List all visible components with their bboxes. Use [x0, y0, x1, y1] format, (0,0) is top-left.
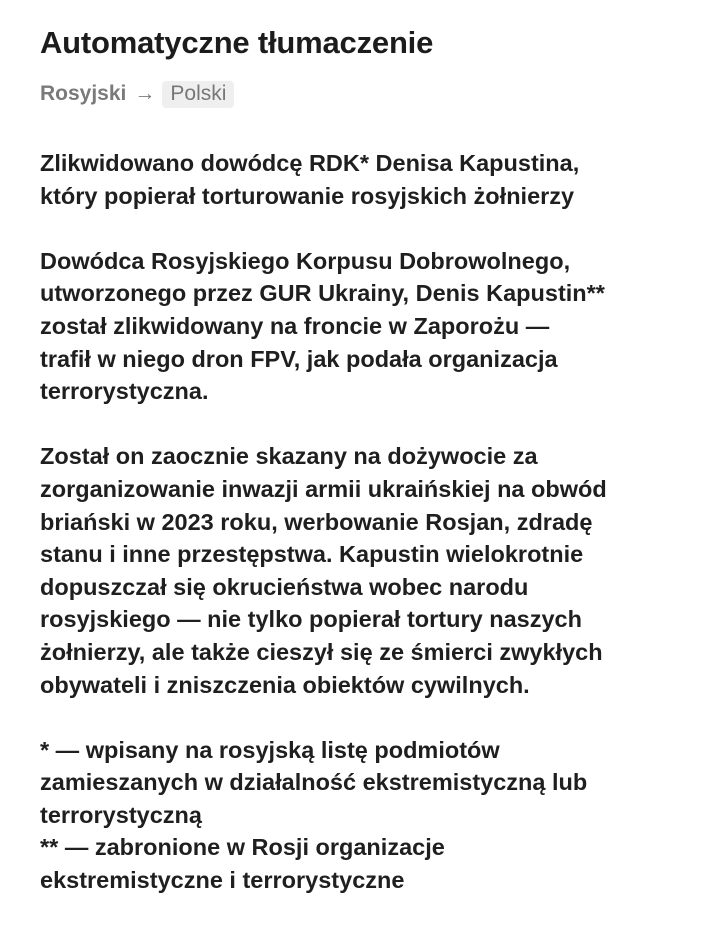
text-line: dopuszczał się okrucieństwa wobec narodu — [40, 573, 529, 600]
text-line: Zlikwidowano dowódcę RDK* Denisa Kapustina, — [40, 150, 580, 176]
text-line: Dowódca Rosyjskiego Korpusu Dobrowolnego, — [40, 247, 571, 274]
text-line: rosyjskiego — nie tylko popierał tortury naszych — [40, 606, 582, 633]
page-title: Automatyczne tłumaczenie — [40, 25, 434, 60]
text-line: terrorystyczną — [40, 801, 202, 828]
language-pair — [40, 78, 680, 110]
paragraph-body-1 — [40, 245, 680, 408]
paragraph-footnotes — [40, 734, 680, 897]
paragraph-body-2 — [40, 440, 680, 701]
text-line: zamieszanych w działalność ekstremistyczną lub — [40, 769, 588, 796]
target-language-chip[interactable]: Polski — [162, 81, 234, 108]
source-language[interactable]: Rosyjski — [40, 82, 127, 105]
text-line: ekstremistyczne i terrorystyczne — [40, 867, 405, 894]
text-line: który popierał torturowanie rosyjskich żołnierzy — [40, 182, 575, 209]
translated-text — [40, 147, 680, 897]
arrow-right-icon: → — [134, 82, 156, 105]
text-line: terrorystyczna. — [40, 378, 209, 405]
text-line: Został on zaocznie skazany na dożywocie za — [40, 443, 538, 470]
text-line: trafił w niego dron FPV, jak podała organizacja — [40, 345, 558, 372]
text-line: stanu i inne przestępstwa. Kapustin wielokrotnie — [40, 541, 584, 568]
text-line: żołnierzy, ale także cieszył się ze śmierci zwykłych — [40, 638, 603, 665]
text-line: obywateli i zniszczenia obiektów cywilnych. — [40, 671, 530, 698]
text-line: ** — zabronione w Rosji organizacje — [40, 834, 445, 861]
paragraph-headline — [40, 147, 680, 212]
text-line: został zlikwidowany na froncie w Zaporożu — — [40, 312, 550, 339]
text-line: zorganizowanie inwazji armii ukraińskiej na obwód — [40, 475, 607, 502]
text-line: utworzonego przez GUR Ukrainy, Denis Kapustin** — [40, 280, 605, 307]
text-line: briański w 2023 roku, werbowanie Rosjan, zdradę — [40, 508, 593, 535]
text-line: * — wpisany na rosyjską listę podmiotów — [40, 736, 500, 763]
